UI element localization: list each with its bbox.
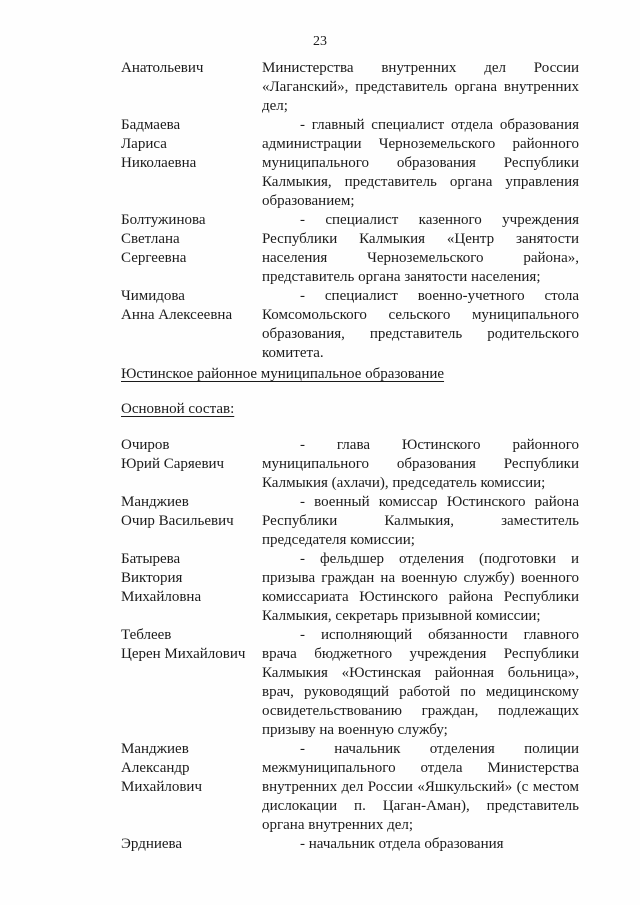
member-name-line: Теблеев xyxy=(121,627,172,643)
member-name-line: Эрдниева xyxy=(121,836,183,852)
member-role: Министерства внутренних дел России «Лаганский», представитель органа внутренних дел; xyxy=(262,60,579,114)
member-name xyxy=(121,287,262,363)
member-name-line: Михайлович xyxy=(121,779,202,795)
member-name-line: Виктория xyxy=(121,570,183,586)
member-row xyxy=(121,626,579,740)
member-role: - главный специалист отдела образования администрации Черноземельского районного муниципального образования Республики Калмыкия, представитель органа управления образованием; xyxy=(262,117,579,209)
member-name-line: Юрий Саряевич xyxy=(121,456,225,472)
member-name-line: Светлана xyxy=(121,231,180,247)
member-name-line: Манджиев xyxy=(121,494,189,510)
member-name xyxy=(121,116,262,211)
member-name-line: Церен Михайлович xyxy=(121,646,246,662)
member-name-line: Чимидова xyxy=(121,288,185,304)
member-role: - исполняющий обязанности главного врача бюджетного учреждения Республики Калмыкия «Юстинская районная больница», врач, руководящий работой по медицинскому освидетельствованию граждан, подлежащих призыву на военную службу; xyxy=(262,627,579,738)
member-name-line: Болтужинова xyxy=(121,212,206,228)
member-name-line: Анна Алексеевна xyxy=(121,307,233,323)
member-name-line: Николаевна xyxy=(121,155,197,171)
member-name-line: Очиров xyxy=(121,437,170,453)
member-row xyxy=(121,211,579,287)
member-row xyxy=(121,116,579,211)
member-name-line: Сергеевна xyxy=(121,250,187,266)
member-role: - начальник отдела образования xyxy=(300,836,504,852)
roster-subheading: Основной состав: xyxy=(121,401,235,417)
member-role: - специалист военно-учетного стола Комсомольского сельского муниципального образования, представитель родительского комитета. xyxy=(262,288,579,361)
member-name-line: Батырева xyxy=(121,551,181,567)
district-heading: Юстинское районное муниципальное образование xyxy=(121,366,445,382)
member-row xyxy=(121,493,579,550)
page-number: 23 xyxy=(313,34,327,49)
member-name-line: Михайловна xyxy=(121,589,202,605)
member-name-line: Бадмаева xyxy=(121,117,181,133)
member-row xyxy=(121,550,579,626)
member-role: - военный комиссар Юстинского района Республики Калмыкия, заместитель председателя комиссии; xyxy=(262,494,579,548)
member-row xyxy=(121,287,579,363)
page-content xyxy=(121,59,579,854)
member-name xyxy=(121,493,262,550)
member-role: - специалист казенного учреждения Республики Калмыкия «Центр занятости населения Черноземельского района», представитель органа занятости населения; xyxy=(262,212,579,285)
member-name xyxy=(121,211,262,287)
member-name xyxy=(121,59,262,116)
member-row xyxy=(121,436,579,493)
section-yustinsky xyxy=(121,436,579,854)
member-name xyxy=(121,436,262,493)
member-name xyxy=(121,626,262,740)
section-chernozemelsky xyxy=(121,59,579,363)
member-name-line: Очир Васильевич xyxy=(121,513,234,529)
member-row xyxy=(121,59,579,116)
member-name xyxy=(121,835,262,854)
member-name xyxy=(121,740,262,835)
member-role: - фельдшер отделения (подготовки и призыва граждан на военную службу) военного комиссариата Юстинского района Республики Калмыкия, секретарь призывной комиссии; xyxy=(262,551,579,624)
member-role: - глава Юстинского районного муниципального образования Республики Калмыкия (ахлачи), председатель комиссии; xyxy=(262,437,579,491)
member-name-line: Манджиев xyxy=(121,741,189,757)
member-role: - начальник отделения полиции межмуниципального отдела Министерства внутренних дел России «Яшкульский» (с местом дислокации п. Цаган-Аман), представитель органа внутренних дел; xyxy=(262,741,579,833)
member-name-line: Лариса xyxy=(121,136,167,152)
member-name-line: Александр xyxy=(121,760,190,776)
member-row xyxy=(121,835,579,854)
member-name xyxy=(121,550,262,626)
member-row xyxy=(121,740,579,835)
member-name-line: Анатольевич xyxy=(121,60,204,76)
